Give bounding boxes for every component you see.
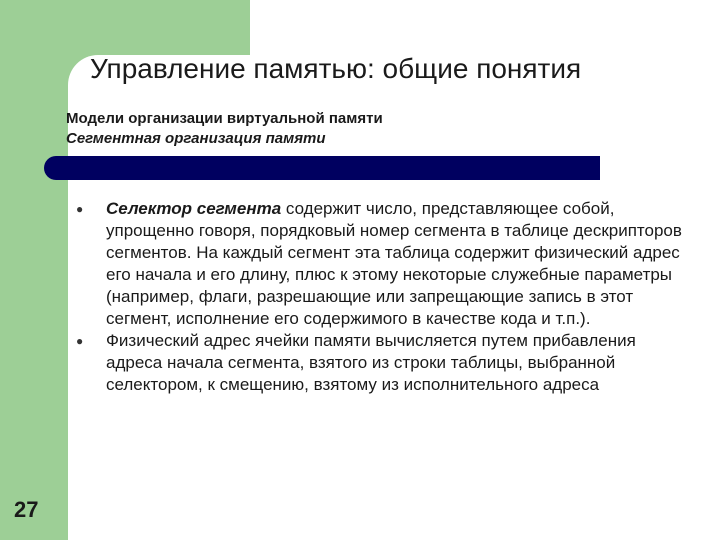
bullet-text (106, 198, 682, 330)
decorative-navy-bar (44, 156, 600, 180)
subtitle-block (66, 109, 383, 149)
bullet-dot-icon: ● (76, 334, 84, 348)
term-segment-selector: Селектор сегмента (106, 199, 282, 218)
bullet-list (76, 198, 682, 396)
bullet-item (76, 198, 682, 330)
bullet-item (76, 330, 682, 396)
subtitle-line-2: Сегментная организация памяти (66, 130, 326, 147)
subtitle-line-1: Модели организации виртуальной памяти (66, 110, 383, 127)
bullet-body: Физический адрес ячейки памяти вычисляется путем прибавления адреса начала сегмента, взятого из строки таблицы, выбранной селектором, к смещению, взятому из исполнительного адреса (106, 331, 636, 394)
bullet-dot-icon: ● (76, 202, 84, 216)
bullet-body: содержит число, представляющее собой, упрощенно говоря, порядковый номер сегмента в таблице дескрипторов сегментов. На каждый сегмент эта таблица содержит физический адрес его начала и его длину, плюс к этому некоторые служебные параметры (например, флаги, разрешающие или запрещающие запись в этот сегмент, исполнение его содержимого в качестве кода и т.п.). (106, 199, 682, 328)
slide-number: 27 (14, 497, 39, 522)
slide-title: Управление памятью: общие понятия (90, 53, 582, 84)
decorative-green-sidebar (0, 0, 68, 540)
